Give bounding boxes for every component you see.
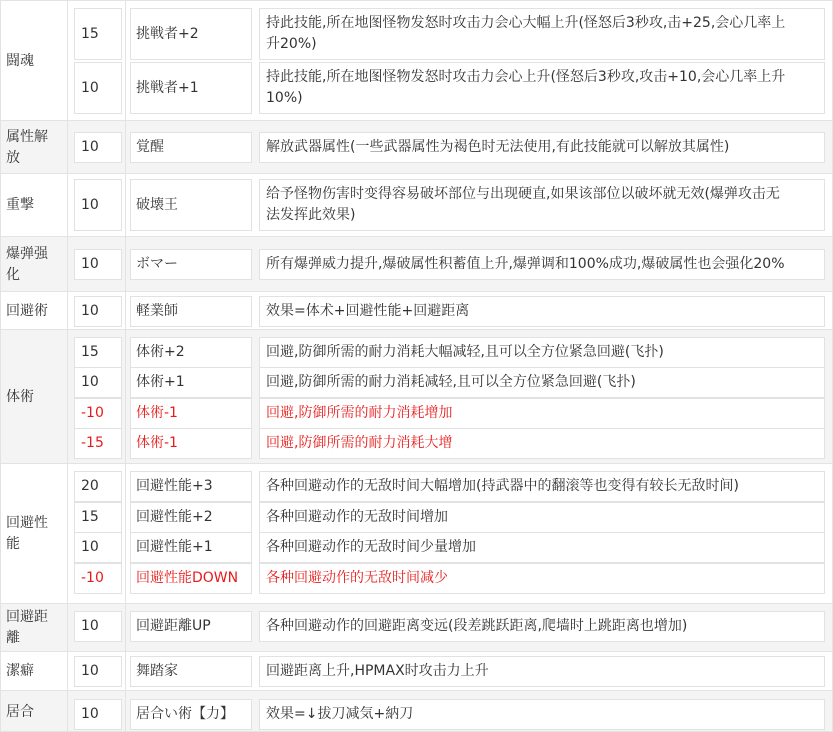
skill-points: 10 [81, 302, 99, 319]
skill-name-line: 居合 [6, 703, 34, 720]
skill-points: -10 [81, 404, 104, 421]
skill-group [0, 120, 833, 173]
skill-group [0, 236, 833, 291]
column-divider [0, 237, 1, 291]
bonus-name: 舞踏家 [136, 662, 178, 679]
skill-name-line: 回避性 [6, 515, 48, 531]
skill-group [0, 603, 833, 651]
bonus-name: 体術-1 [136, 404, 178, 421]
effect-line: 法发挥此效果) [266, 207, 356, 223]
skill-name [6, 195, 66, 216]
effect-text [266, 403, 452, 424]
effect-text [266, 616, 687, 637]
effect-text [266, 184, 780, 226]
column-divider [0, 121, 1, 173]
effect-line: 回避,防御所需的耐力消耗大增 [266, 434, 453, 451]
skill-points: 10 [81, 617, 99, 634]
skill-name-line: 離 [6, 630, 20, 646]
skill-points: 15 [81, 343, 99, 360]
skill-name [6, 51, 66, 72]
skill-name [6, 661, 66, 682]
skill-name-line: 能 [6, 536, 20, 552]
skill-group [0, 173, 833, 236]
skill-points: 10 [81, 705, 99, 722]
effect-line: 各种回避动作的回避距离变远(段差跳跃距离,爬墙时上跳距离也增加) [266, 617, 688, 634]
column-divider [125, 292, 126, 329]
skill-name-line: 潔癖 [6, 663, 34, 679]
bonus-name: 回避性能+3 [136, 477, 213, 494]
skill-name-line: 属性解 [6, 128, 48, 145]
column-divider [125, 1, 126, 120]
effect-line: 回避,防御所需的耐力消耗减轻,且可以全方位紧急回避(飞扑) [266, 373, 636, 390]
effect-line: 回避,防御所需的耐力消耗大幅减轻,且可以全方位紧急回避(飞扑) [266, 343, 664, 360]
skill-points: 10 [81, 79, 99, 96]
column-divider [67, 652, 68, 690]
effect-line: 回避,防御所需的耐力消耗增加 [266, 404, 453, 421]
skill-points: 10 [81, 662, 99, 679]
skill-name-line: 回避距 [6, 609, 48, 625]
effect-text [266, 507, 448, 528]
bonus-name: 挑戦者+1 [136, 79, 199, 96]
skill-name [6, 607, 66, 649]
effect-line: 效果=↓拔刀减気+納刀 [266, 705, 414, 722]
skill-group [0, 291, 833, 329]
effect-line: 各种回避动作的无敌时间减少 [266, 569, 448, 586]
skill-points: 10 [81, 138, 99, 155]
effect-line: 效果=体术+回避性能+回避距离 [266, 302, 470, 319]
column-divider [67, 237, 68, 291]
bonus-name: 回避性能+1 [136, 538, 213, 555]
skill-points: 10 [81, 373, 99, 390]
column-divider [67, 121, 68, 173]
column-divider [0, 691, 1, 731]
effect-line: 各种回避动作的无敌时间少量增加 [266, 538, 476, 555]
column-divider [125, 464, 126, 603]
column-divider [67, 330, 68, 463]
effect-line: 升20%) [266, 36, 317, 52]
skill-group [0, 329, 833, 463]
skill-group [0, 463, 833, 603]
effect-text [266, 67, 785, 109]
bonus-name: 回避距離UP [136, 617, 211, 634]
skill-name-line: 重撃 [6, 197, 34, 213]
effect-text [266, 568, 448, 589]
column-divider [0, 652, 1, 690]
skill-points: 10 [81, 255, 99, 272]
skill-points: 10 [81, 196, 99, 213]
column-divider [67, 1, 68, 120]
skill-points: -15 [81, 434, 104, 451]
effect-text [266, 476, 739, 497]
effect-line: 所有爆弹威力提升,爆破属性积蓄值上升,爆弹调和100%成功,爆破属性也会强化20% [266, 255, 785, 272]
column-divider [67, 292, 68, 329]
skill-group [0, 651, 833, 690]
column-divider [67, 604, 68, 651]
bonus-name: 回避性能+2 [136, 508, 213, 525]
effect-text [266, 537, 476, 558]
column-divider [67, 464, 68, 603]
effect-text [266, 13, 785, 55]
skill-name [6, 387, 66, 408]
column-divider [0, 464, 1, 603]
skill-name-line: 回避術 [6, 302, 48, 319]
effect-line: 持此技能,所在地图怪物发怒时攻击力会心大幅上升(怪怒后3秒攻,击+25,会心几率上 [266, 15, 786, 31]
bonus-name: 居合い術【力】 [136, 705, 234, 722]
bonus-name: 覚醒 [136, 138, 164, 155]
effect-text [266, 137, 729, 158]
effect-text [266, 301, 469, 322]
effect-line: 各种回避动作的无敌时间增加 [266, 508, 448, 525]
column-divider [125, 237, 126, 291]
skill-name-line: 放 [6, 149, 20, 166]
column-divider [0, 1, 1, 120]
skill-name-line: 爆弹强 [6, 245, 48, 262]
effect-line: 持此技能,所在地图怪物发怒时攻击力会心上升(怪怒后3秒攻,攻击+10,会心几率上升 [266, 69, 786, 85]
skill-name [6, 244, 66, 286]
skill-points: 20 [81, 477, 99, 494]
bonus-name: 回避性能DOWN [136, 569, 239, 586]
column-divider [125, 604, 126, 651]
column-divider [0, 330, 1, 463]
bonus-name: 体術+1 [136, 373, 185, 390]
bonus-name: ボマー [136, 255, 178, 272]
column-divider [0, 174, 1, 236]
bonus-name: 体術+2 [136, 343, 185, 360]
skill-name-line: 体術 [6, 388, 34, 405]
column-divider [67, 174, 68, 236]
bonus-name: 挑戦者+2 [136, 25, 199, 42]
column-divider [125, 691, 126, 731]
skill-name-line: 化 [6, 266, 20, 283]
skill-name [6, 127, 66, 169]
skill-points: -10 [81, 569, 104, 586]
column-divider [125, 174, 126, 236]
skill-group [0, 690, 833, 732]
column-divider [125, 330, 126, 463]
skill-name [6, 301, 66, 322]
effect-line: 10%) [266, 90, 303, 106]
skill-group [0, 0, 833, 120]
effect-text [266, 704, 413, 725]
bonus-name: 破壊王 [136, 196, 178, 213]
effect-line: 给予怪物伤害时变得容易破坏部位与出现硬直,如果该部位以破坏就无效(爆弹攻击无 [266, 186, 780, 202]
effect-line: 各种回避动作的无敌时间大幅增加(持武器中的翻滚等也变得有较长无敌时间) [266, 477, 739, 494]
effect-text [266, 661, 489, 682]
effect-text [266, 342, 664, 363]
skill-name-line: 闘魂 [6, 52, 34, 69]
effect-text [266, 254, 785, 275]
skill-points: 15 [81, 508, 99, 525]
effect-line: 回避距离上升,HPMAX时攻击力上升 [266, 662, 489, 679]
effect-line: 解放武器属性(一些武器属性为褐色时无法使用,有此技能就可以解放其属性) [266, 138, 730, 155]
column-divider [0, 604, 1, 651]
bonus-name: 軽業師 [136, 302, 178, 319]
skill-name [6, 702, 66, 723]
column-divider [67, 691, 68, 731]
bonus-name: 体術-1 [136, 434, 178, 451]
column-divider [0, 292, 1, 329]
effect-text [266, 372, 636, 393]
column-divider [125, 121, 126, 173]
skill-name [6, 513, 66, 555]
effect-text [266, 433, 452, 454]
skill-points: 15 [81, 25, 99, 42]
skill-points: 10 [81, 538, 99, 555]
column-divider [125, 652, 126, 690]
